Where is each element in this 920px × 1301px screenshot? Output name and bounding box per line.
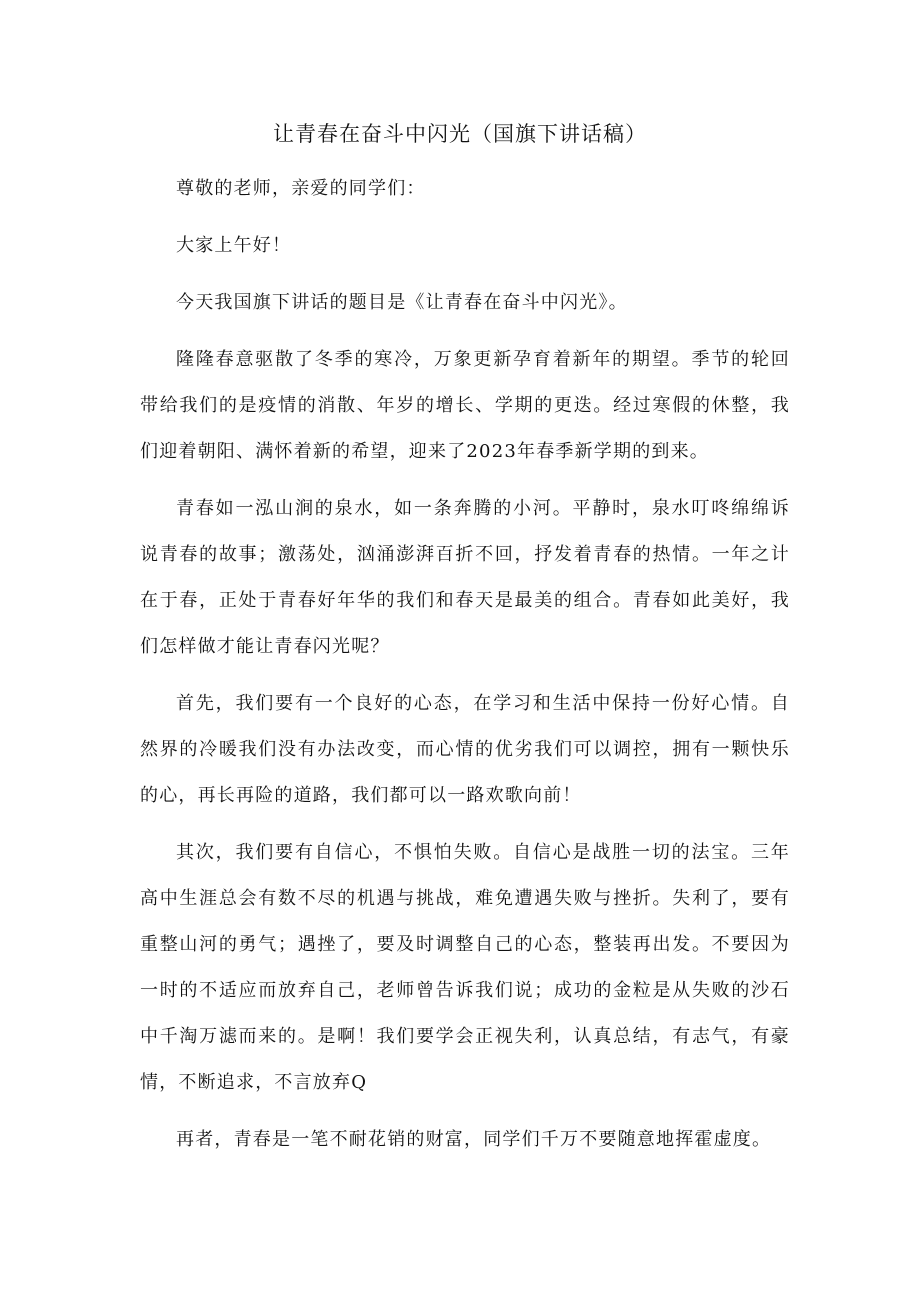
paragraph-second: 其次，我们要有自信心，不惧怕失败。自信心是战胜一切的法宝。三年高中生涯总会有数不尽的机遇与挑战，难免遭遇失败与挫折。失利了，要有重整山河的勇气；遇挫了，要及时调整自己的心态，整装再出发。不要因为一时的不适应而放弃自己，老师曾告诉我们说；成功的金粒是从失败的沙石中千淘万滤而来的。是啊！我们要学会正视失利，认真总结，有志气，有豪情，不断追求，不言放弃Q <box>140 842 790 1093</box>
paragraph-salutation: 尊敬的老师，亲爱的同学们： <box>176 178 426 199</box>
paragraph-youth: 青春如一泓山涧的泉水，如一条奔腾的小河。平静时，泉水叮咚绵绵诉说青春的故事；激荡处，汹涌澎湃百折不回，抒发着青春的热情。一年之计在于春，正处于青春好年华的我们和春天是最美的组合。青春如此美好，我们怎样做才能让青春闪光呢？ <box>140 498 790 657</box>
paragraph-first: 首先，我们要有一个良好的心态，在学习和生活中保持一份好心情。自然界的冷暖我们没有办法改变，而心情的优劣我们可以调控，拥有一颗快乐的心，再长再险的道路，我们都可以一路欢歌向前！ <box>140 693 790 806</box>
paragraph-third: 再者，青春是一笔不耐花销的财富，同学们千万不要随意地挥霍虚度。 <box>176 1129 772 1150</box>
document-body <box>140 166 790 1174</box>
paragraph-spring: 隆隆春意驱散了冬季的寒冷，万象更新孕育着新年的期望。季节的轮回带给我们的是疫情的消散、年岁的增长、学期的更迭。经过寒假的休整，我们迎着朝阳、满怀着新的希望，迎来了2023年春季新学期的到来。 <box>140 349 790 462</box>
paragraph-topic: 今天我国旗下讲话的题目是《让青春在奋斗中闪光》。 <box>176 292 628 313</box>
document-title: 让青春在奋斗中闪光（国旗下讲话稿） <box>273 122 647 146</box>
paragraph-greeting: 大家上午好！ <box>176 235 292 256</box>
